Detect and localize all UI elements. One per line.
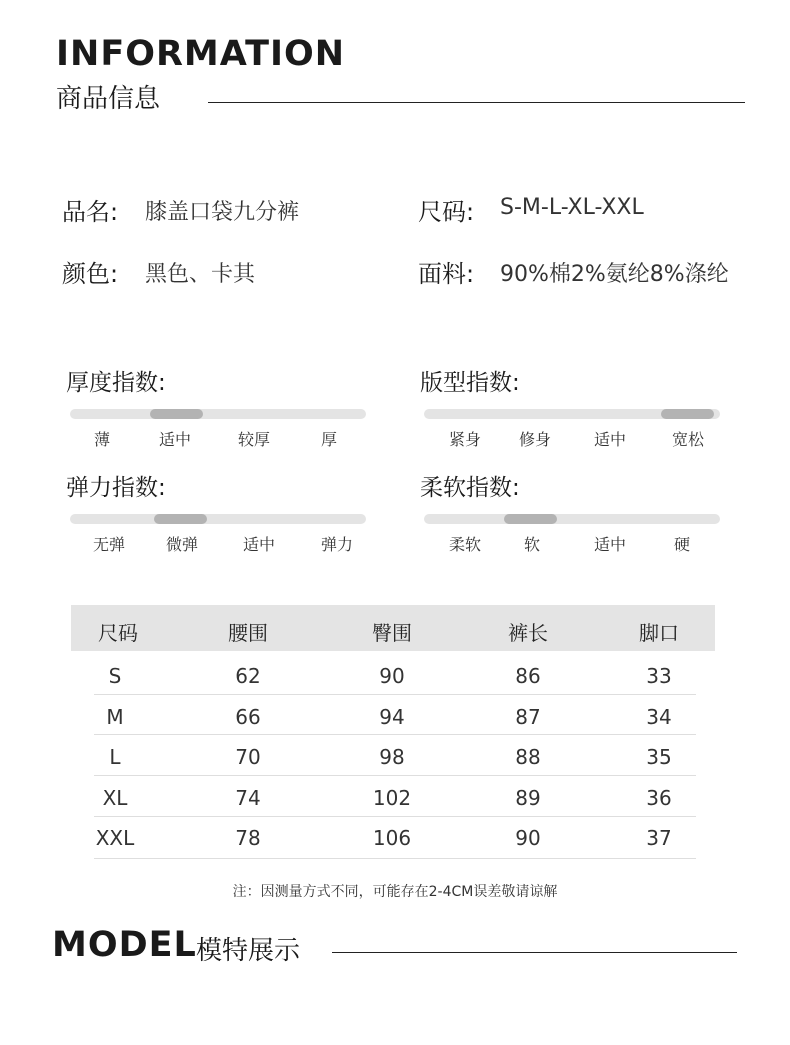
index-tick: 无弹 bbox=[92, 535, 125, 554]
index-tick: 紧身 bbox=[448, 430, 481, 449]
table-header-cell: 臀围 bbox=[372, 621, 412, 645]
table-cell: XL bbox=[102, 786, 128, 810]
index-tick: 厚 bbox=[320, 430, 337, 449]
table-cell: 33 bbox=[646, 664, 672, 688]
index-thumb bbox=[661, 409, 714, 419]
row-divider bbox=[94, 775, 696, 776]
section-title-en: INFORMATION bbox=[56, 34, 346, 74]
table-cell: 106 bbox=[372, 826, 412, 850]
index-tick: 微弹 bbox=[165, 535, 198, 554]
table-cell: 74 bbox=[235, 786, 261, 810]
table-cell: 90 bbox=[379, 664, 405, 688]
index-tick: 适中 bbox=[593, 535, 626, 554]
index-track bbox=[424, 409, 720, 419]
index-title: 厚度指数: bbox=[66, 370, 166, 396]
table-cell: 34 bbox=[646, 705, 672, 729]
index-thumb bbox=[154, 514, 207, 524]
table-cell: 88 bbox=[515, 745, 541, 769]
index-tick: 软 bbox=[523, 535, 540, 554]
table-cell: M bbox=[106, 705, 124, 729]
table-cell: S bbox=[108, 664, 122, 688]
table-cell: 78 bbox=[235, 826, 261, 850]
color-value: 黑色、卡其 bbox=[145, 262, 256, 287]
table-cell: 62 bbox=[235, 664, 261, 688]
table-header-cell: 尺码 bbox=[98, 621, 138, 645]
measurement-note: 注：因测量方式不同，可能存在2-4CM误差敬请谅解 bbox=[232, 884, 558, 900]
fabric-label: 面料: bbox=[418, 260, 475, 288]
index-tick: 适中 bbox=[593, 430, 626, 449]
size-label: 尺码: bbox=[418, 198, 475, 226]
table-header-cell: 腰围 bbox=[228, 621, 268, 645]
name-label: 品名: bbox=[62, 198, 119, 226]
table-header-cell: 裤长 bbox=[508, 621, 548, 645]
index-tick: 硬 bbox=[673, 535, 690, 554]
table-cell: 66 bbox=[235, 705, 261, 729]
index-thumb bbox=[504, 514, 557, 524]
table-cell: XXL bbox=[95, 826, 135, 850]
index-tick: 宽松 bbox=[671, 430, 704, 449]
table-cell: 70 bbox=[235, 745, 261, 769]
index-title: 版型指数: bbox=[420, 370, 520, 396]
table-cell: 35 bbox=[646, 745, 672, 769]
index-tick: 柔软 bbox=[448, 535, 481, 554]
index-tick: 弹力 bbox=[320, 535, 353, 554]
table-cell: 102 bbox=[372, 786, 412, 810]
index-tick: 适中 bbox=[242, 535, 275, 554]
table-cell: 36 bbox=[646, 786, 672, 810]
table-cell: 90 bbox=[515, 826, 541, 850]
row-divider bbox=[94, 816, 696, 817]
row-divider bbox=[94, 734, 696, 735]
header-divider bbox=[208, 102, 745, 103]
name-value: 膝盖口袋九分裤 bbox=[145, 200, 300, 225]
table-cell: 98 bbox=[379, 745, 405, 769]
table-cell: 87 bbox=[515, 705, 541, 729]
model-title-en: MODEL bbox=[52, 925, 197, 965]
table-cell: L bbox=[109, 745, 121, 769]
section-title-cn: 商品信息 bbox=[56, 84, 161, 114]
fabric-value: 90%棉2%氨纶8%涤纶 bbox=[500, 262, 729, 287]
index-track bbox=[70, 409, 366, 419]
index-title: 柔软指数: bbox=[420, 475, 520, 501]
row-divider bbox=[94, 858, 696, 859]
index-tick: 修身 bbox=[518, 430, 551, 449]
table-cell: 94 bbox=[379, 705, 405, 729]
color-label: 颜色: bbox=[62, 260, 119, 288]
index-track bbox=[70, 514, 366, 524]
index-thumb bbox=[150, 409, 203, 419]
index-tick: 适中 bbox=[158, 430, 191, 449]
row-divider bbox=[94, 694, 696, 695]
table-cell: 86 bbox=[515, 664, 541, 688]
size-value: S-M-L-XL-XXL bbox=[500, 195, 644, 220]
table-header-cell: 脚口 bbox=[639, 621, 679, 645]
index-tick: 较厚 bbox=[237, 430, 270, 449]
model-title-cn: 模特展示 bbox=[196, 936, 301, 966]
index-track bbox=[424, 514, 720, 524]
table-cell: 37 bbox=[646, 826, 672, 850]
index-title: 弹力指数: bbox=[66, 475, 166, 501]
table-cell: 89 bbox=[515, 786, 541, 810]
model-divider bbox=[332, 952, 737, 953]
index-tick: 薄 bbox=[93, 430, 110, 449]
